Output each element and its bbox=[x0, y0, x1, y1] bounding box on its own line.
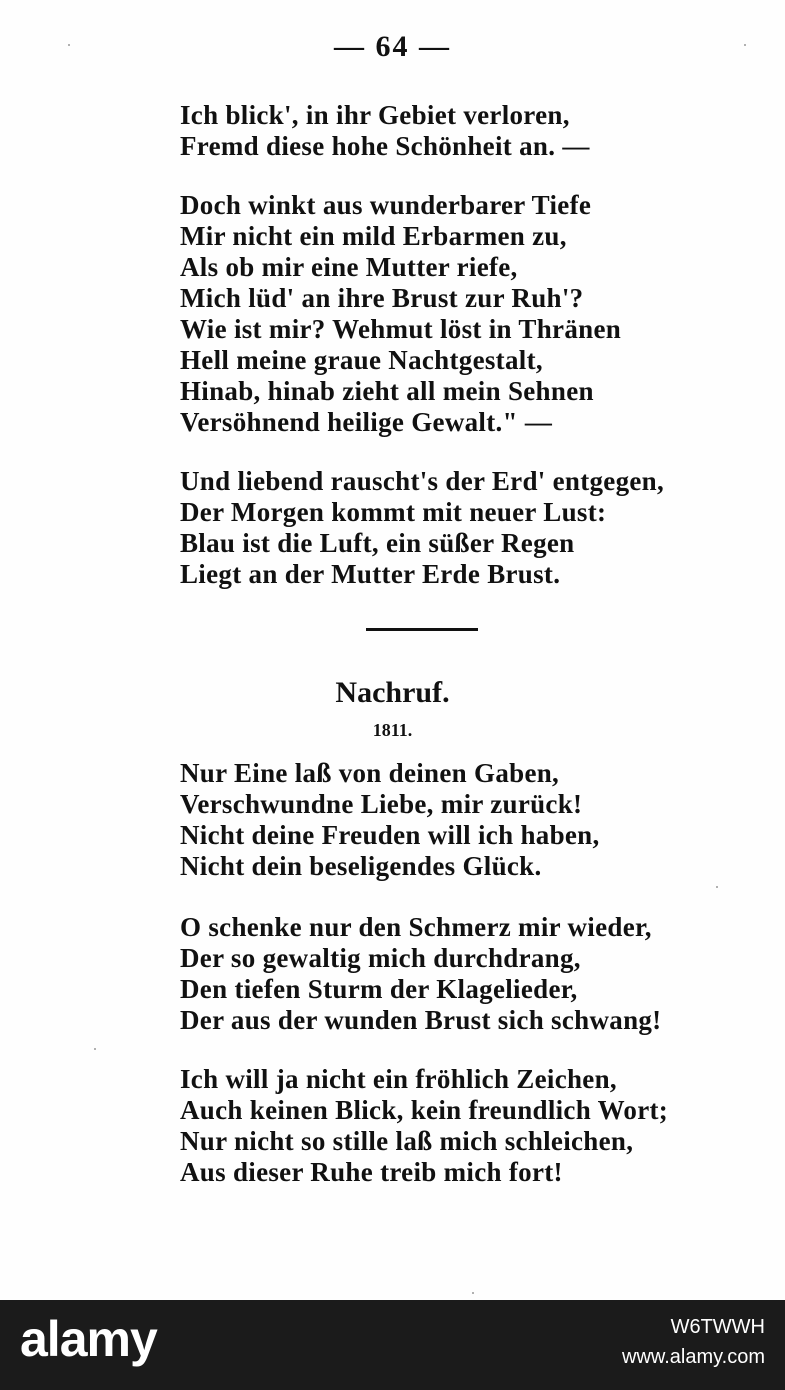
verse-line: Hinab, hinab zieht all mein Sehnen bbox=[180, 376, 594, 406]
verse-line: Der aus der wunden Brust sich schwang! bbox=[180, 1005, 662, 1035]
verse-line: O schenke nur den Schmerz mir wieder, bbox=[180, 912, 652, 942]
verse-line: Doch winkt aus wunderbarer Tiefe bbox=[180, 190, 592, 220]
verse-line: Der so gewaltig mich durchdrang, bbox=[180, 943, 581, 973]
verse-line: Nur Eine laß von deinen Gaben, bbox=[180, 758, 560, 788]
section-divider bbox=[366, 628, 478, 631]
verse-line: Mir nicht ein mild Erbarmen zu, bbox=[180, 221, 567, 251]
verse-line: Nicht dein beseligendes Glück. bbox=[180, 851, 542, 881]
verse-line: Der Morgen kommt mit neuer Lust: bbox=[180, 497, 607, 527]
verse-line: Blau ist die Luft, ein süßer Regen bbox=[180, 528, 575, 558]
verse-line: Ich will ja nicht ein fröhlich Zeichen, bbox=[180, 1064, 617, 1094]
verse-line: Und liebend rauscht's der Erd' entgegen, bbox=[180, 466, 665, 496]
poem-title: Nachruf. bbox=[335, 676, 450, 709]
verse-line: Wie ist mir? Wehmut löst in Thränen bbox=[180, 314, 622, 344]
brand-logo: alamy bbox=[20, 1311, 157, 1367]
paper-speck bbox=[68, 44, 70, 46]
verse-line: Auch keinen Blick, kein freundlich Wort; bbox=[180, 1095, 669, 1125]
paper-speck bbox=[744, 44, 746, 46]
watermark-bar bbox=[0, 1300, 785, 1390]
paper-speck bbox=[472, 1292, 474, 1294]
verse-line: Ich blick', in ihr Gebiet verloren, bbox=[180, 100, 570, 130]
verse-line: Verschwundne Liebe, mir zurück! bbox=[180, 789, 583, 819]
verse-line: Liegt an der Mutter Erde Brust. bbox=[180, 559, 561, 589]
stanza bbox=[180, 912, 661, 1036]
stanza bbox=[180, 1064, 668, 1188]
verse-line: Mich lüd' an ihre Brust zur Ruh'? bbox=[180, 283, 584, 313]
verse-line: Den tiefen Sturm der Klagelieder, bbox=[180, 974, 578, 1004]
site-url: www.alamy.com bbox=[622, 1346, 765, 1368]
verse-line: Versöhnend heilige Gewalt." — bbox=[180, 407, 553, 437]
verse-line: Nicht deine Freuden will ich haben, bbox=[180, 820, 600, 850]
stanza bbox=[180, 100, 590, 162]
stanza bbox=[180, 466, 664, 590]
stanza bbox=[180, 758, 600, 882]
verse-line: Fremd diese hohe Schönheit an. — bbox=[180, 131, 590, 161]
verse-line: Als ob mir eine Mutter riefe, bbox=[180, 252, 518, 282]
poem-year: 1811. bbox=[372, 720, 413, 740]
paper-speck bbox=[94, 1048, 96, 1050]
verse-line: Hell meine graue Nachtgestalt, bbox=[180, 345, 543, 375]
stanza bbox=[180, 190, 621, 438]
verse-line: Nur nicht so stille laß mich schleichen, bbox=[180, 1126, 634, 1156]
paper-speck bbox=[716, 886, 718, 888]
verse-line: Aus dieser Ruhe treib mich fort! bbox=[180, 1157, 563, 1187]
page-number: — 64 — bbox=[334, 30, 451, 63]
stock-id: W6TWWH bbox=[670, 1316, 765, 1338]
